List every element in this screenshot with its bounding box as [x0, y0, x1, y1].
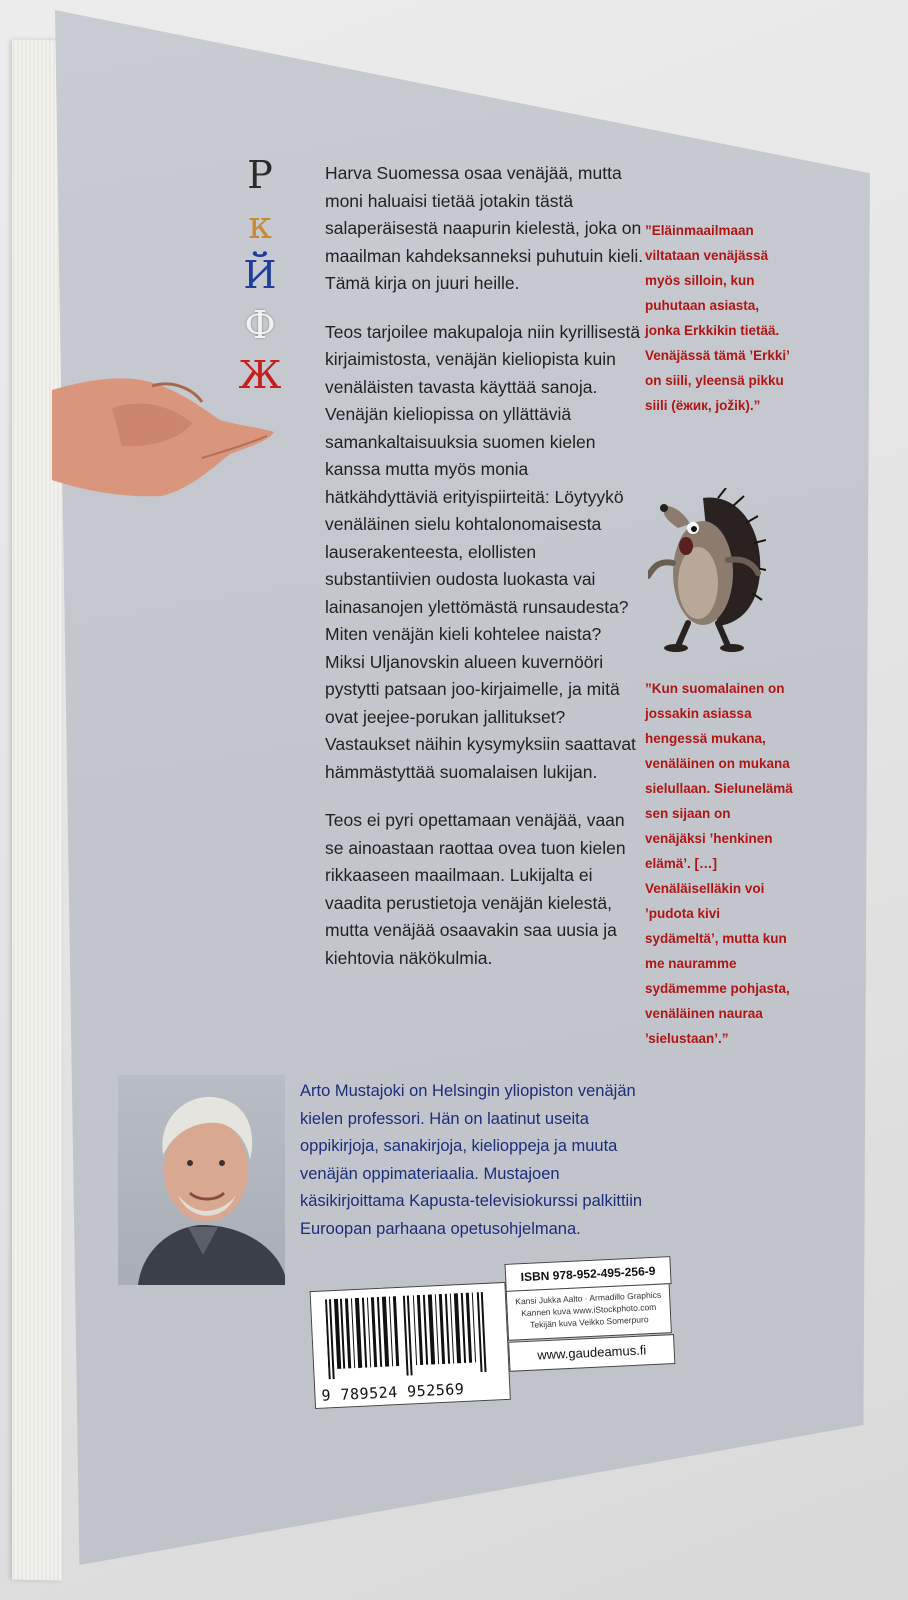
- barcode-bars-icon: [325, 1291, 499, 1379]
- content-paragraph: Teos tarjoilee makupaloja niin kyrillisestä kirjaimistosta, venäjän kieliopista kuin venäläisten tavasta käyttää sanoja. Venäjän kieliopissa on yllättäviä samankaltaisuuksia suomen kielen kanssa mutta myös monia hätkähdyttäviä erityispiirteitä: Löytyykö venäläinen sielu kohtalonomaisesta lauserakenteesta, elollisten substantiivien oudosta luokasta vai lainasanojen ylettömästä runsaudesta? Miten venäjän kieli kohtelee naista? Miksi Uljanovskin alueen kuvernööri pystytti patsaan joo-kirjaimelle, ja mitä ovat jeejee-porukan jallitukset? Vastaukset näihin kysymyksiin saattavat hämmästyttää suomalaisen lukijan.: [325, 321, 641, 782]
- credit-author-photo: Tekijän kuva Veikko Somerpuro: [529, 1314, 649, 1330]
- quote-hedgehog: ”Eläinmaailmaan viltataan venäjässä myös silloin, kun puhutaan asiasta, jonka Erkkikin tietää. Venäjässä tämä ’Erkki’ on siili, yleensä pikku siili (ёжик, jožik).”: [645, 223, 790, 413]
- closing-paragraph: Teos ei pyri opettamaan venäjää, vaan se ainoastaan raottaa ovea tuon kielen rikkaaseen maailmaan. Lukijalta ei vaadita perustietoja venäjän kielestä, mutta venäjää osaavakin saa uusia ja kiehtovia näkökulmia.: [325, 810, 626, 968]
- isbn-label: ISBN 978-952-495-256-9: [504, 1256, 671, 1292]
- credit-cover-image: Kannen kuva www.iStockphoto.com: [521, 1301, 657, 1319]
- barcode: [310, 1282, 511, 1409]
- intro-paragraph: Harva Suomessa osaa venäjää, mutta moni haluaisi tietää jotakin tästä salaperäisestä naapurin kielestä, joka on maailman kahdeksanneksi puhutuin kieli. Tämä kirja on juuri heille.: [325, 163, 644, 293]
- quote-soul: ”Kun suomalainen on jossakin asiassa hengessä mukana, venäläinen on mukana sielullaan. Sielunelämä sen sijaan on venäjäksi ’henkinen elämä’. […] Venäläiselläkin voi ’pudota kivi sydämeltä’, mutta kun me nauramme sydämemme pohjasta, venäläinen nauraa ’sielustaan’.”: [645, 681, 793, 1046]
- cyrillic-letters: [230, 150, 290, 400]
- letter-zhe: Ж: [238, 353, 282, 397]
- letter-ka: к: [248, 203, 272, 247]
- credit-cover-design: Kansi Jukka Aalto · Armadillo Graphics: [515, 1289, 662, 1307]
- hand-illustration: [52, 368, 277, 498]
- cover-credits: [506, 1283, 672, 1341]
- main-description: [325, 160, 645, 993]
- author-bio: Arto Mustajoki on Helsingin yliopiston venäjän kielen professori. Hän on laatinut useita oppikirjoja, sanakirjoja, kielioppeja ja muuta venäjän oppimateriaalia. Mustajoen käsikirjoittama Kapusta-televisiokurssi palkittiin Euroopan parhaana opetusohjelmana.: [300, 1082, 643, 1238]
- letter-i-kratkoye: Й: [243, 253, 277, 297]
- publisher-website: www.gaudeamus.fi: [508, 1334, 675, 1372]
- author-photo: [118, 1075, 285, 1285]
- letter-er: Р: [247, 153, 273, 197]
- hedgehog-illustration: [648, 488, 766, 653]
- barcode-area: [309, 1256, 676, 1428]
- book-page-edges: [12, 39, 62, 1580]
- letter-ef: Ф: [244, 303, 276, 347]
- barcode-number: 9 789524 952569: [321, 1379, 465, 1405]
